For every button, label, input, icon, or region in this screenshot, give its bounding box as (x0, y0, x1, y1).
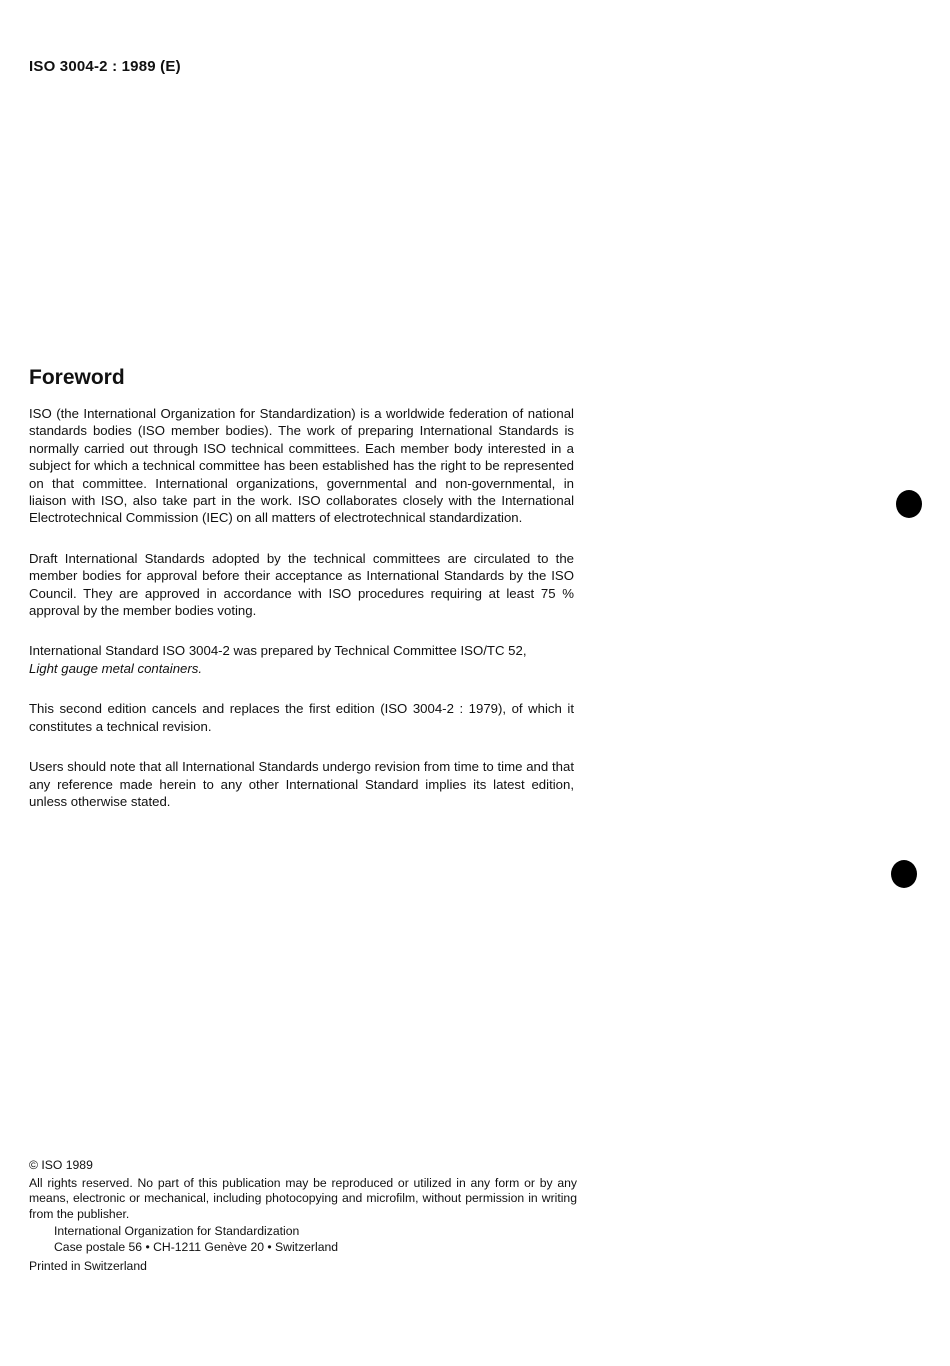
foreword-paragraph-1: ISO (the International Organization for Standardization) is a worldwide federation of national standards bodies (ISO member bodies). The work of preparing International Standards is normally carried out through ISO technical committees. Each member body interested in a subject for which a technical committee has been established has the right to be represented on that committee. International organizations, governmental and non-governmental, in liaison with ISO, also take part in the work. ISO collaborates closely with the International Electrotechnical Commission (IEC) on all matters of electrotechnical standardization. (29, 406, 574, 526)
standard-header: ISO 3004-2 : 1989 (E) (29, 58, 181, 75)
foreword-paragraph-4: This second edition cancels and replaces the first edition (ISO 3004-2 : 1979), of which it constitutes a technical revision. (29, 701, 574, 734)
foreword-paragraph-2: Draft International Standards adopted by the technical committees are circulated to the member bodies for approval before their acceptance as International Standards by the ISO Council. They are approved in accordance with ISO procedures requiring at least 75 % approval by the member bodies voting. (29, 550, 574, 619)
publisher-name: International Organization for Standardization (54, 1224, 300, 1239)
foreword-title: Foreword (29, 366, 125, 389)
foreword-paragraph-3-text: International Standard ISO 3004-2 was prepared by Technical Committee ISO/TC 52, (29, 643, 527, 659)
printed-location: Printed in Switzerland (29, 1258, 147, 1273)
rights-statement: All rights reserved. No part of this publication may be reproduced or utilized in any form or by any means, electronic or mechanical, including photocopying and microfilm, without permission in writing from the publisher. (29, 1175, 577, 1221)
foreword-body (29, 405, 574, 833)
margin-dot-mark (891, 860, 917, 888)
margin-dot-mark (896, 490, 922, 518)
committee-name: Light gauge metal containers. (29, 660, 203, 676)
foreword-paragraph-5: Users should note that all International Standards undergo revision from time to time and that any reference made herein to any other International Standard implies its latest edition, unless otherwise stated. (29, 759, 574, 809)
publisher-address: Case postale 56 • CH-1211 Genève 20 • Switzerland (54, 1239, 339, 1254)
foreword-paragraph-3 (29, 642, 574, 677)
copyright-notice: © ISO 1989 (29, 1158, 93, 1172)
copyright-block (29, 1158, 577, 1274)
